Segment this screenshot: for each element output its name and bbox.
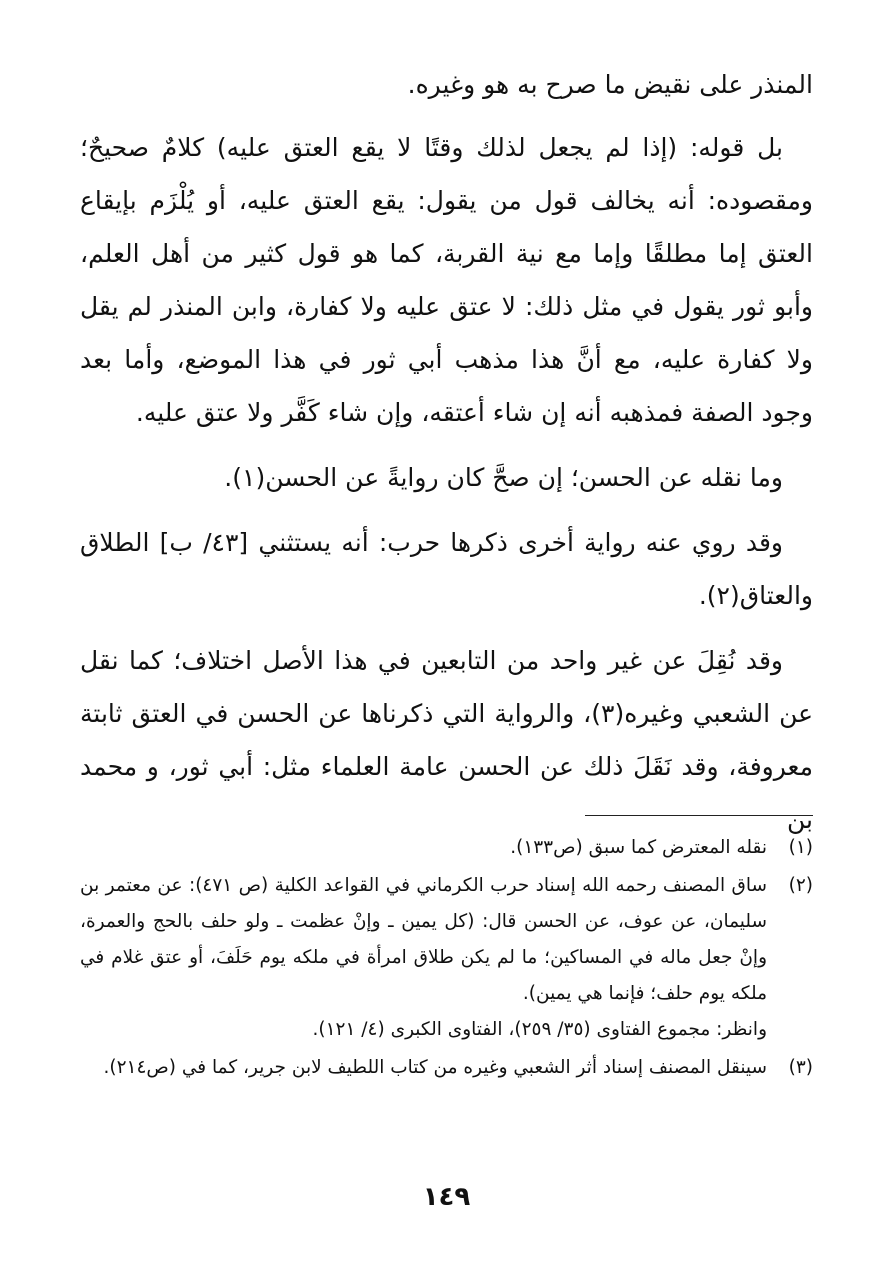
paragraph-continuation: المنذر على نقيض ما صرح به هو وغيره. [407, 70, 813, 99]
page-number: ١٤٩ [422, 1182, 471, 1212]
footnote-number: (٢) [788, 875, 813, 896]
paragraph: وقد روي عنه رواية أخرى ذكرها حرب: أنه يستثني [٤٣/ ب] الطلاق والعتاق(٢). [80, 528, 813, 610]
footnote-number: (١) [788, 837, 813, 858]
paragraph: وما نقله عن الحسن؛ إن صحَّ كان روايةً عن الحسن(١). [224, 463, 783, 492]
paragraph: بل قوله: (إذا لم يجعل لذلك وقتًا لا يقع العتق عليه) كلامٌ صحيحٌ؛ ومقصوده: أنه يخالف قول من يقول: يقع العتق عليه، أو يُلْزَم بإيقاع العتق إما مطلقًا وإما مع نية القربة، كما هو قول كثير من أهل العلم، وأبو ثور يقول في مثل ذلك: لا عتق عليه ولا كفارة، وابن المنذر لم يقل ولا كفارة عليه، مع أنَّ هذا مذهب أبي ثور في هذا الموضع، وأما بعد وجود الصفة فمذهبه أنه إن شاء أعتقه، وإن شاء كَفَّر ولا عتق عليه. [80, 133, 813, 427]
footnote-number: (٣) [788, 1057, 813, 1078]
footnote-text: سينقل المصنف إسناد أثر الشعبي وغيره من كتاب اللطيف لابن جرير، كما في (ص٢١٤). [103, 1057, 767, 1078]
footnote [80, 830, 813, 866]
footnote-body [80, 830, 767, 866]
footnote-text: نقله المعترض كما سبق (ص١٣٣). [510, 837, 767, 858]
footnote-text: ساق المصنف رحمه الله إسناد حرب الكرماني في القواعد الكلية (ص ٤٧١): عن معتمر بن سليمان، عن عوف، عن الحسن قال: (كل يمين ـ وإنْ عظمت ـ ولو حلف بالحج والعمرة، وإنْ جعل ماله في المساكين؛ ما لم يكن طلاق امرأة في ملكه يوم حَلَفَ، أو عتق غلام في ملكه يوم حلف؛ فإنما هي يمين). [80, 875, 768, 1004]
footnote-body [80, 1050, 767, 1086]
main-text [80, 58, 813, 846]
paragraph: وقد نُقِلَ عن غير واحد من التابعين في هذا الأصل اختلاف؛ كما نقل عن الشعبي وغيره(٣)، والرواية التي ذكرناها عن الحسن في العتق ثابتة معروفة، وقد نَقَلَ ذلك عن الحسن عامة العلماء مثل: أبي ثور، و محمد بن [80, 646, 814, 834]
footnote [80, 1050, 813, 1086]
book-page [80, 58, 813, 1238]
footnote-separator [585, 815, 813, 816]
footnote-body [80, 868, 767, 1048]
footnotes [80, 830, 813, 1088]
footnote [80, 868, 813, 1048]
footnote-text: وانظر: مجموع الفتاوى (٣٥/ ٢٥٩)، الفتاوى الكبرى (٤/ ١٢١). [312, 1019, 767, 1040]
